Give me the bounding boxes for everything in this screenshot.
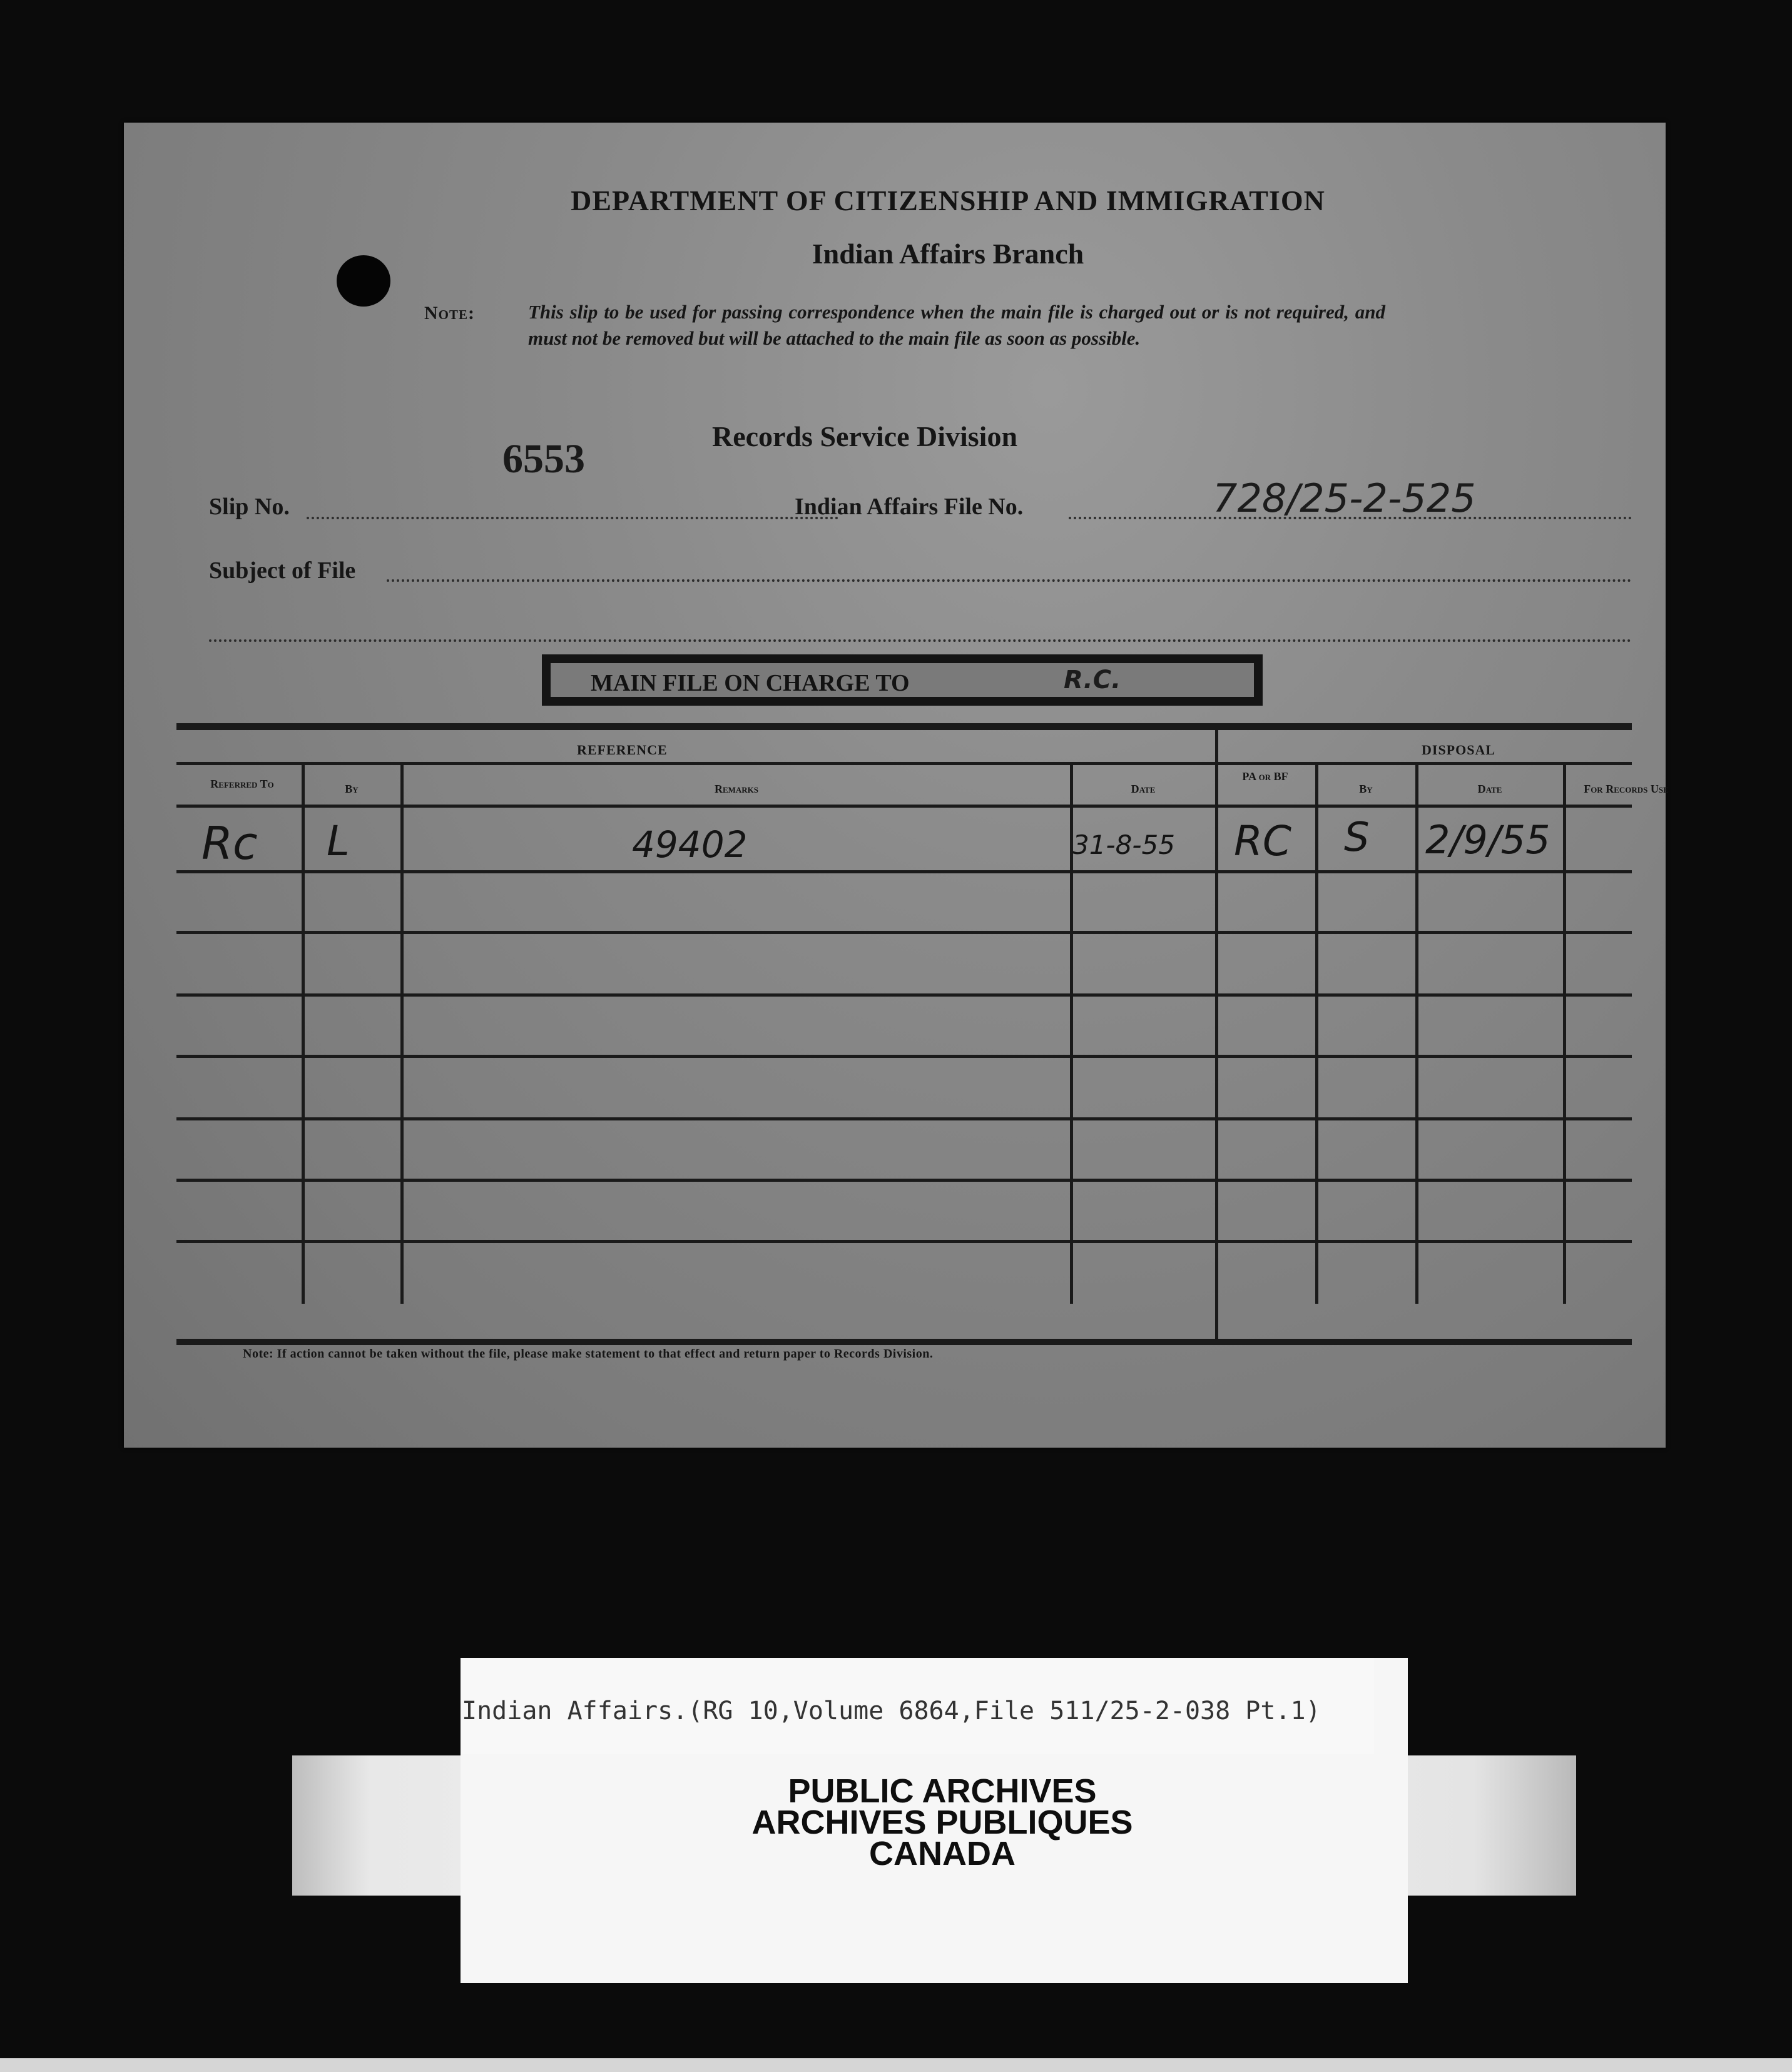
note-text: This slip to be used for passing correspondence when the main file is charged out or is not required, and must not be removed but will be attached to the main file as soon as possible. xyxy=(528,301,1385,349)
column-divider xyxy=(302,763,305,1304)
slip-no-label: Slip No. xyxy=(209,494,290,520)
archive-citation: Indian Affairs.(RG 10,Volume 6864,File 511/25-2-038 Pt.1) xyxy=(462,1697,1321,1725)
archive-line-1: PUBLIC ARCHIVES xyxy=(788,1772,1097,1810)
correspondence-slip xyxy=(124,123,1669,1448)
disposal-group-header: DISPOSAL xyxy=(1422,742,1496,758)
row-rule xyxy=(176,1240,1632,1243)
column-header-rule xyxy=(176,805,1632,808)
col-disposal-by: By xyxy=(1359,783,1373,795)
table-cell: Rc xyxy=(201,817,258,870)
column-divider xyxy=(1563,763,1566,1304)
row-rule xyxy=(176,931,1632,934)
group-header-rule xyxy=(176,762,1632,765)
department-title: DEPARTMENT OF CITIZENSHIP AND IMMIGRATION xyxy=(571,185,1325,216)
col-pa-or-bf: PA or BF xyxy=(1242,770,1288,783)
group-divider xyxy=(1215,723,1218,1343)
charge-value: R.C. xyxy=(1064,666,1121,694)
reference-group-header: REFERENCE xyxy=(577,742,668,758)
table-bottom-rule xyxy=(176,1339,1632,1345)
file-no-value: 728/25-2-525 xyxy=(1213,475,1476,521)
reference-table xyxy=(176,723,1669,1345)
row-rule xyxy=(176,1055,1632,1058)
footer-note: Note: If action cannot be taken without the file, please make statement to that effect and return paper to Records Division. xyxy=(243,1347,934,1361)
row-rule xyxy=(176,993,1632,997)
film-edge xyxy=(0,2058,1792,2072)
col-date: Date xyxy=(1131,783,1156,795)
table-cell: 2/9/55 xyxy=(1425,817,1550,863)
table-cell: 49402 xyxy=(632,823,748,866)
table-cell: 31-8-55 xyxy=(1072,830,1175,860)
col-disposal-date: Date xyxy=(1477,783,1502,795)
charge-label: MAIN FILE ON CHARGE TO xyxy=(591,670,910,696)
branch-title: Indian Affairs Branch xyxy=(812,238,1084,270)
row-rule xyxy=(176,1179,1632,1182)
slip-number: 6553 xyxy=(502,436,585,482)
column-divider xyxy=(1415,763,1418,1304)
table-top-rule xyxy=(176,723,1632,730)
note-label: Note: xyxy=(424,303,476,323)
table-cell: RC xyxy=(1234,817,1291,865)
subject-label: Subject of File xyxy=(209,557,356,584)
slip-no-line xyxy=(307,517,838,519)
row-rule xyxy=(176,1117,1632,1120)
col-remarks: Remarks xyxy=(714,783,759,795)
row-rule xyxy=(176,870,1632,873)
archive-stamp xyxy=(461,1772,1424,1872)
table-cell: S xyxy=(1344,815,1370,861)
column-divider xyxy=(400,763,404,1304)
column-divider xyxy=(1315,763,1318,1304)
archive-line-2: ARCHIVES PUBLIQUES xyxy=(751,1804,1133,1841)
col-referred-to: Referred To xyxy=(210,778,274,790)
col-records-use: For Records Use xyxy=(1584,783,1669,795)
file-no-label: Indian Affairs File No. xyxy=(795,494,1024,520)
col-by: By xyxy=(345,783,359,795)
subject-line-1 xyxy=(387,579,1632,582)
main-file-charge-box xyxy=(542,654,1263,706)
records-division-title: Records Service Division xyxy=(712,420,1018,452)
subject-line-2 xyxy=(209,639,1632,642)
table-cell: L xyxy=(327,817,350,865)
archive-line-3: CANADA xyxy=(869,1835,1016,1872)
